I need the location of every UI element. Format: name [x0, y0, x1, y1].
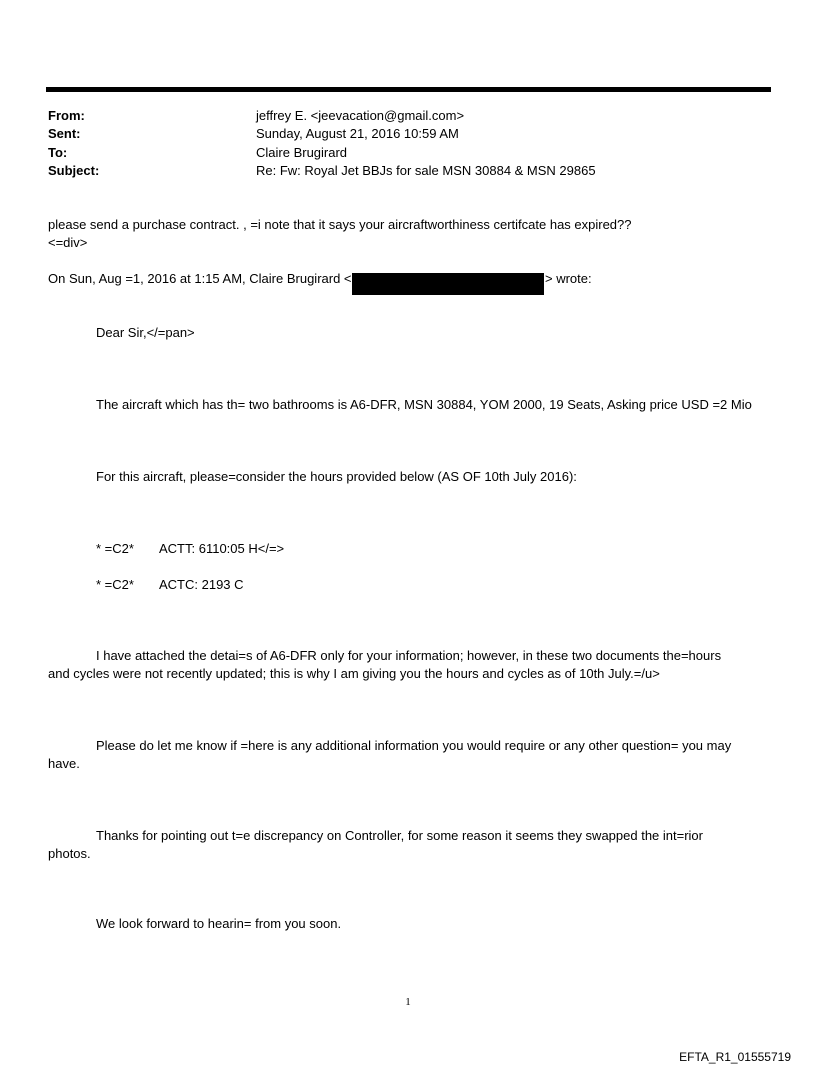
from-value: jeffrey E. <jeevacation@gmail.com>	[256, 108, 465, 123]
div-tag-line: <=div>	[48, 235, 88, 250]
header-rule	[46, 87, 771, 92]
aircraft-line: The aircraft which has th= two bathrooms is A6-DFR, MSN 30884, YOM 2000, 19 Seats, Asking price USD =2 Mio	[96, 397, 752, 412]
quote-header-prefix: On Sun, Aug =1, 2016 at 1:15 AM, Claire Brugirard <	[48, 271, 352, 286]
info-para-line: Please do let me know if =here is any additional information you would require or any other question= you may	[96, 738, 732, 753]
bullet-marker: * =C2*	[96, 577, 134, 592]
from-label: From:	[48, 108, 85, 123]
sent-value: Sunday, August 21, 2016 10:59 AM	[256, 126, 459, 141]
closing-line: We look forward to hearin= from you soon.	[96, 916, 342, 931]
hours-intro: For this aircraft, please=consider the hours provided below (AS OF 10th July 2016):	[96, 469, 577, 484]
attached-para-line: and cycles were not recently updated; this is why I am giving you the hours and cycles as of 10th July.=/u>	[48, 666, 660, 681]
greeting: Dear Sir,</=pan>	[96, 325, 195, 340]
to-value: Claire Brugirard	[256, 145, 348, 160]
subject-label: Subject:	[48, 163, 100, 178]
redaction-box	[352, 273, 544, 295]
info-para-line: have.	[48, 756, 80, 771]
bullet-marker: * =C2*	[96, 541, 134, 556]
bates-number: EFTA_R1_01555719	[679, 1050, 791, 1064]
thanks-para-line: photos.	[48, 846, 91, 861]
thanks-para-line: Thanks for pointing out t=e discrepancy on Controller, for some reason it seems they swapped the int=rior	[96, 828, 703, 843]
bullet-text: ACTC: 2193 C	[159, 577, 244, 592]
attached-para-line: I have attached the detai=s of A6-DFR only for your information; however, in these two documents the=hours	[96, 648, 722, 663]
page-number: 1	[405, 996, 411, 1008]
sent-label: Sent:	[48, 126, 81, 141]
subject-value: Re: Fw: Royal Jet BBJs for sale MSN 30884 & MSN 29865	[256, 163, 596, 178]
reply-line: please send a purchase contract. , =i note that it says your aircraftworthiness certifcate has expired??	[48, 217, 632, 232]
quote-header-suffix: > wrote:	[545, 271, 592, 286]
bullet-text: ACTT: 6110:05 H</=>	[159, 541, 285, 556]
to-label: To:	[48, 145, 68, 160]
